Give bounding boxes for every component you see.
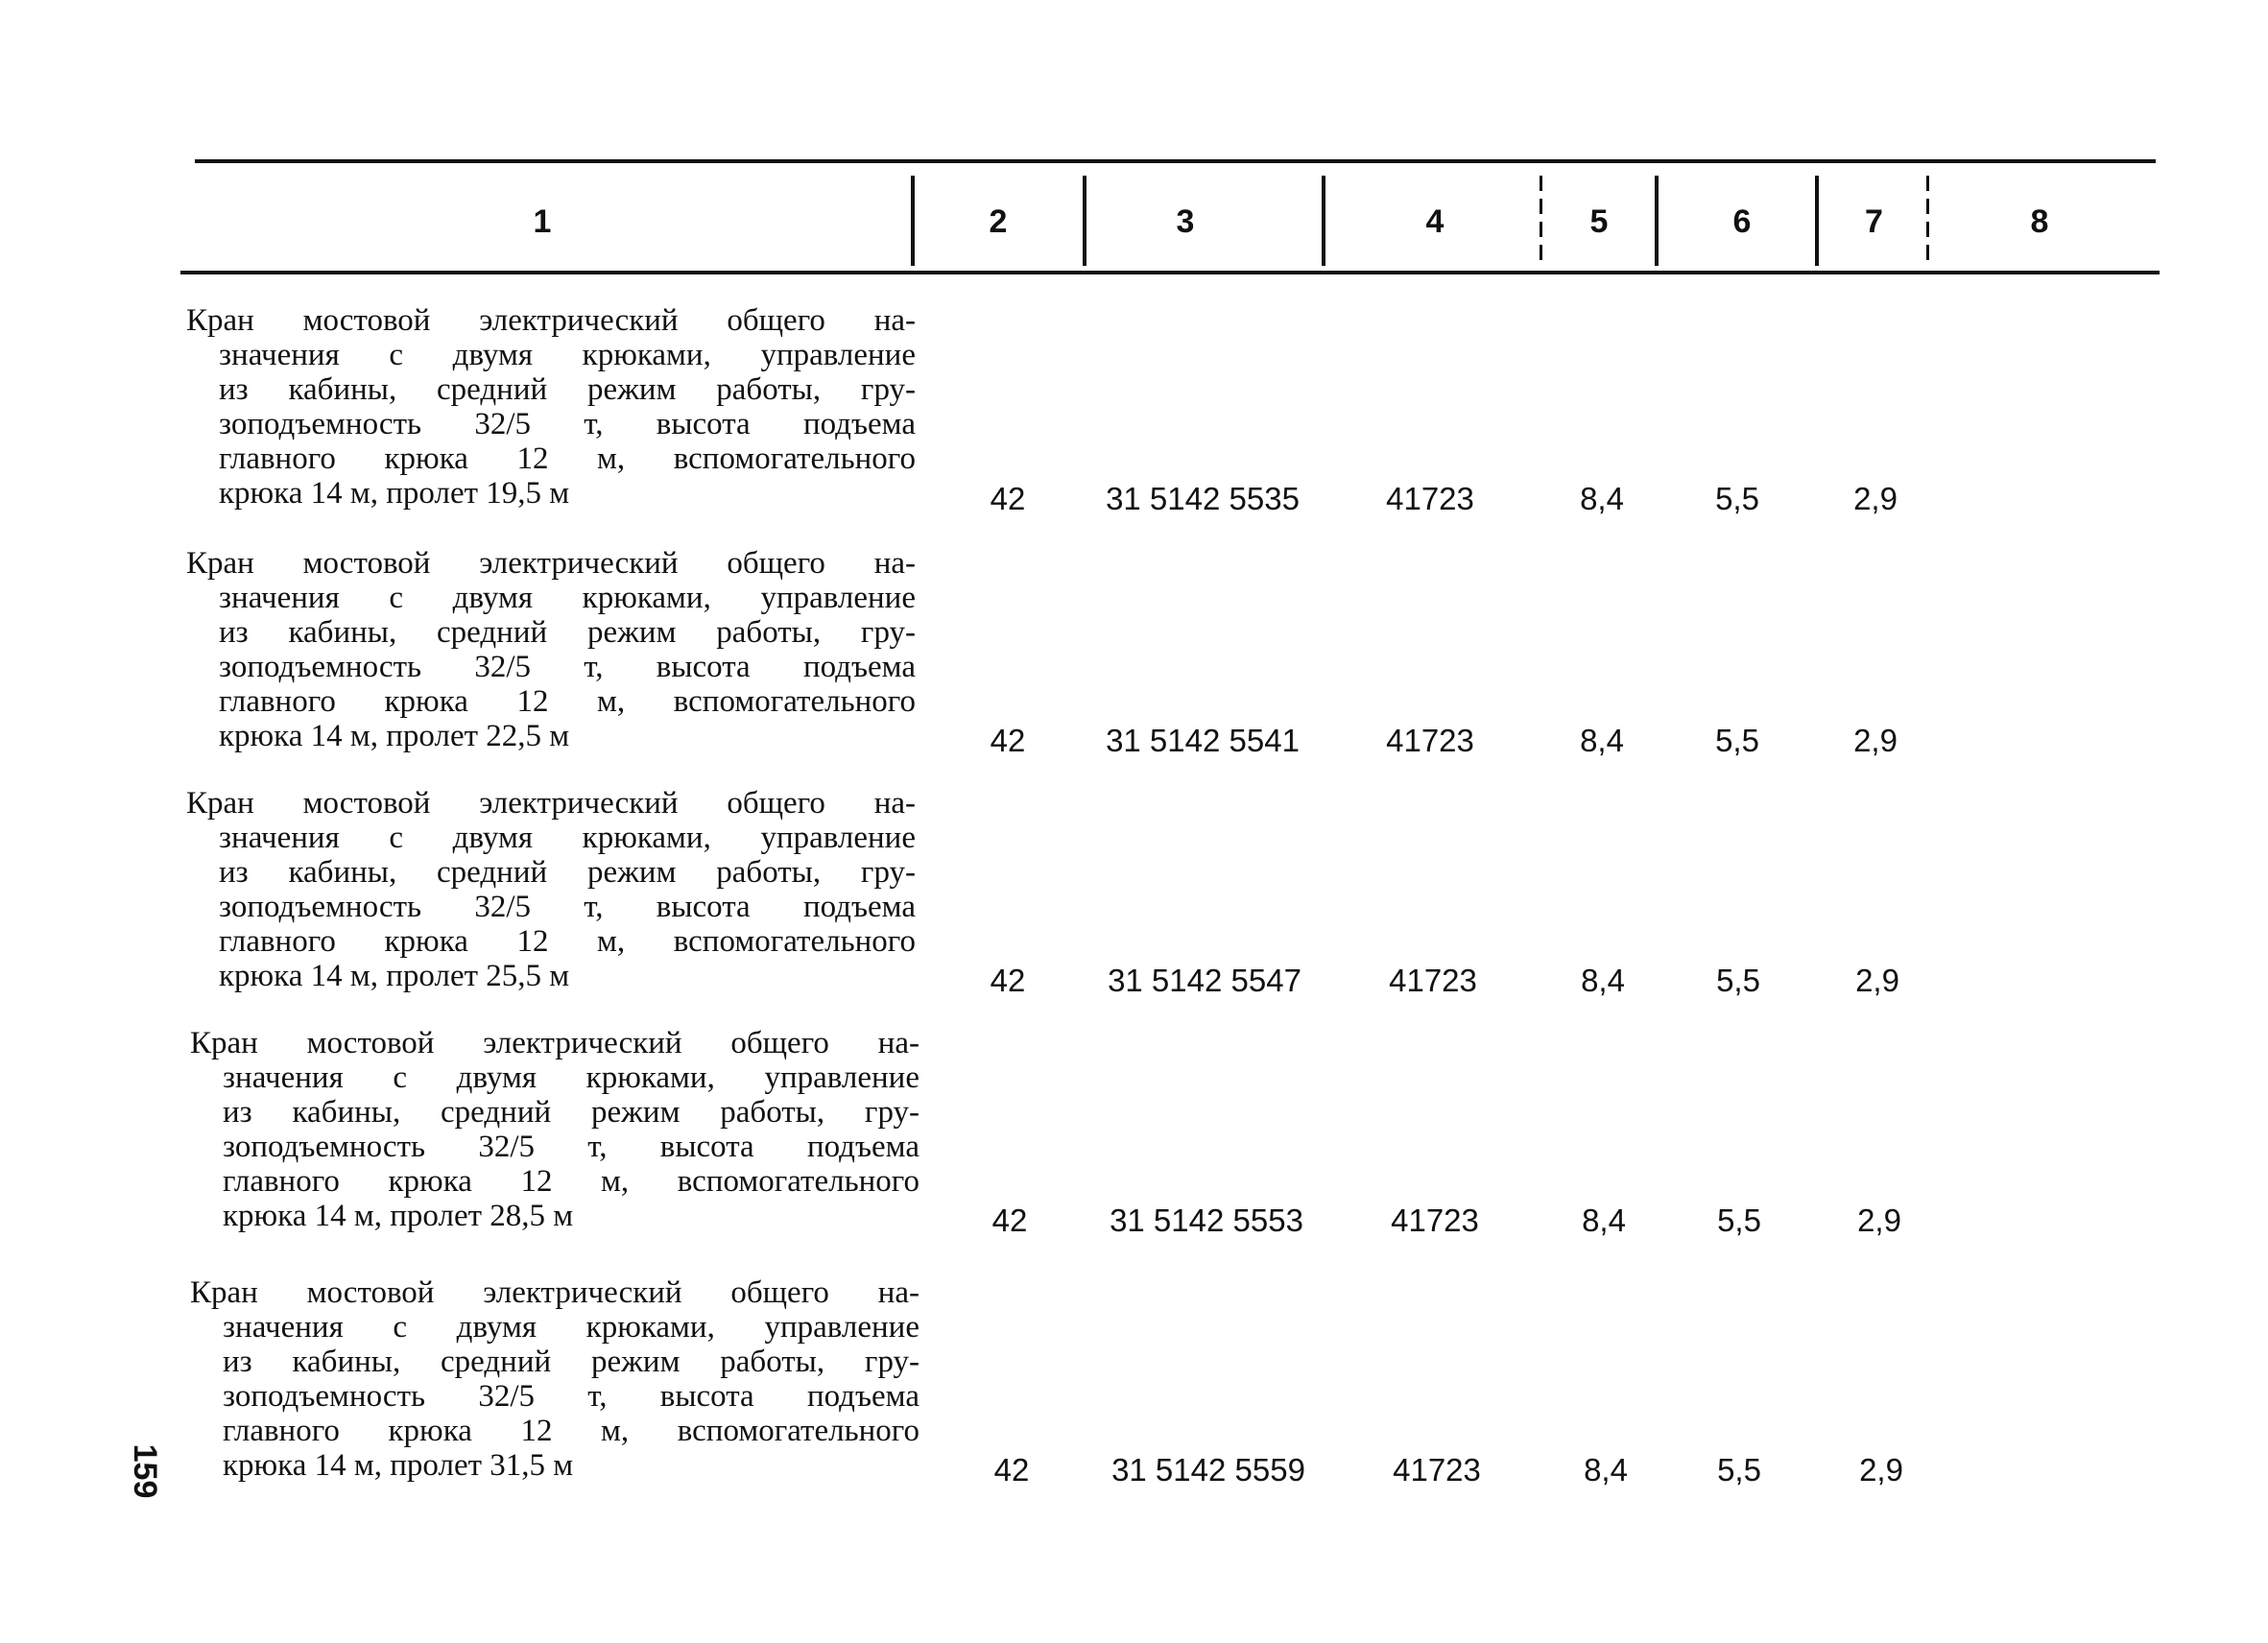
header-column-divider-3 — [1322, 176, 1325, 266]
cell-column-7: 2,9 — [1853, 723, 1898, 758]
cell-column-6: 5,5 — [1715, 723, 1759, 758]
description-line: Кран мостовой электрический общего на- — [190, 1275, 919, 1310]
column-header-1: 1 — [533, 203, 552, 240]
cell-column-5: 8,4 — [1580, 723, 1624, 758]
description-line: крюка 14 м, пролет 28,5 м — [223, 1199, 574, 1233]
crane-description — [186, 546, 916, 753]
description-line: из кабины, средний режим работы, гру- — [223, 1345, 919, 1379]
cell-column-5: 8,4 — [1581, 963, 1625, 998]
description-line: из кабины, средний режим работы, гру- — [223, 1095, 919, 1130]
cell-column-4: 41723 — [1389, 963, 1477, 998]
cell-column-3: 31 5142 5553 — [1110, 1202, 1303, 1238]
cell-column-4: 41723 — [1393, 1452, 1481, 1488]
description-line: из кабины, средний режим работы, гру- — [219, 855, 916, 890]
table-header-bottom-rule — [180, 271, 2160, 274]
description-line: главного крюка 12 м, вспомогательного — [219, 684, 916, 719]
cell-column-2: 42 — [990, 723, 1026, 758]
header-column-divider-7 — [1926, 176, 1929, 266]
cell-column-7: 2,9 — [1857, 1202, 1901, 1238]
cell-column-5: 8,4 — [1580, 481, 1624, 516]
column-header-8: 8 — [2030, 203, 2049, 240]
description-line: значения с двумя крюками, управление — [219, 338, 916, 372]
description-line: Кран мостовой электрический общего на- — [186, 546, 916, 581]
crane-description — [186, 303, 916, 511]
cell-column-4: 41723 — [1386, 723, 1474, 758]
cell-column-7: 2,9 — [1855, 963, 1899, 998]
column-header-3: 3 — [1176, 203, 1195, 240]
description-line: зоподъемность 32/5 т, высота подъема — [219, 890, 916, 924]
header-column-divider-2 — [1083, 176, 1086, 266]
description-line: зоподъемность 32/5 т, высота подъема — [219, 650, 916, 684]
description-line: главного крюка 12 м, вспомогательного — [219, 441, 916, 476]
cell-column-6: 5,5 — [1717, 1452, 1761, 1488]
cell-column-2: 42 — [991, 1202, 1028, 1238]
crane-description — [190, 1275, 919, 1483]
cell-column-4: 41723 — [1391, 1202, 1479, 1238]
description-line: Кран мостовой электрический общего на- — [190, 1026, 919, 1060]
cell-column-6: 5,5 — [1717, 1202, 1761, 1238]
description-line: из кабины, средний режим работы, гру- — [219, 615, 916, 650]
cell-column-6: 5,5 — [1716, 963, 1760, 998]
column-header-6: 6 — [1732, 203, 1752, 240]
description-line: крюка 14 м, пролет 22,5 м — [219, 719, 570, 753]
table-top-rule — [195, 159, 2156, 163]
cell-column-2: 42 — [990, 963, 1026, 998]
description-line: главного крюка 12 м, вспомогательного — [223, 1164, 919, 1199]
description-line: зоподъемность 32/5 т, высота подъема — [223, 1130, 919, 1164]
cell-column-4: 41723 — [1386, 481, 1474, 516]
crane-description — [186, 786, 916, 993]
column-header-4: 4 — [1425, 203, 1444, 240]
description-line: главного крюка 12 м, вспомогательного — [223, 1414, 919, 1448]
page-number: 159 — [127, 1443, 163, 1499]
cell-column-6: 5,5 — [1715, 481, 1759, 516]
cell-column-7: 2,9 — [1853, 481, 1898, 516]
cell-column-2: 42 — [990, 481, 1026, 516]
cell-column-2: 42 — [993, 1452, 1030, 1488]
description-line: из кабины, средний режим работы, гру- — [219, 372, 916, 407]
description-line: значения с двумя крюками, управление — [223, 1060, 919, 1095]
description-line: зоподъемность 32/5 т, высота подъема — [223, 1379, 919, 1414]
cell-column-3: 31 5142 5559 — [1111, 1452, 1305, 1488]
header-column-divider-6 — [1815, 176, 1819, 266]
cell-column-3: 31 5142 5535 — [1106, 481, 1300, 516]
description-line: крюка 14 м, пролет 31,5 м — [223, 1448, 574, 1483]
description-line: значения с двумя крюками, управление — [223, 1310, 919, 1345]
crane-description — [190, 1026, 919, 1233]
cell-column-5: 8,4 — [1584, 1452, 1628, 1488]
description-line: значения с двумя крюками, управление — [219, 821, 916, 855]
header-column-divider-4 — [1540, 176, 1542, 266]
cell-column-3: 31 5142 5547 — [1108, 963, 1301, 998]
cell-column-7: 2,9 — [1859, 1452, 1903, 1488]
column-header-2: 2 — [989, 203, 1008, 240]
header-column-divider-1 — [911, 176, 915, 266]
header-column-divider-5 — [1655, 176, 1659, 266]
description-line: крюка 14 м, пролет 19,5 м — [219, 476, 570, 511]
column-header-7: 7 — [1865, 203, 1883, 240]
description-line: крюка 14 м, пролет 25,5 м — [219, 959, 570, 993]
description-line: значения с двумя крюками, управление — [219, 581, 916, 615]
description-line: Кран мостовой электрический общего на- — [186, 303, 916, 338]
description-line: зоподъемность 32/5 т, высота подъема — [219, 407, 916, 441]
description-line: главного крюка 12 м, вспомогательного — [219, 924, 916, 959]
description-line: Кран мостовой электрический общего на- — [186, 786, 916, 821]
column-header-5: 5 — [1589, 203, 1609, 240]
cell-column-5: 8,4 — [1582, 1202, 1626, 1238]
cell-column-3: 31 5142 5541 — [1106, 723, 1300, 758]
